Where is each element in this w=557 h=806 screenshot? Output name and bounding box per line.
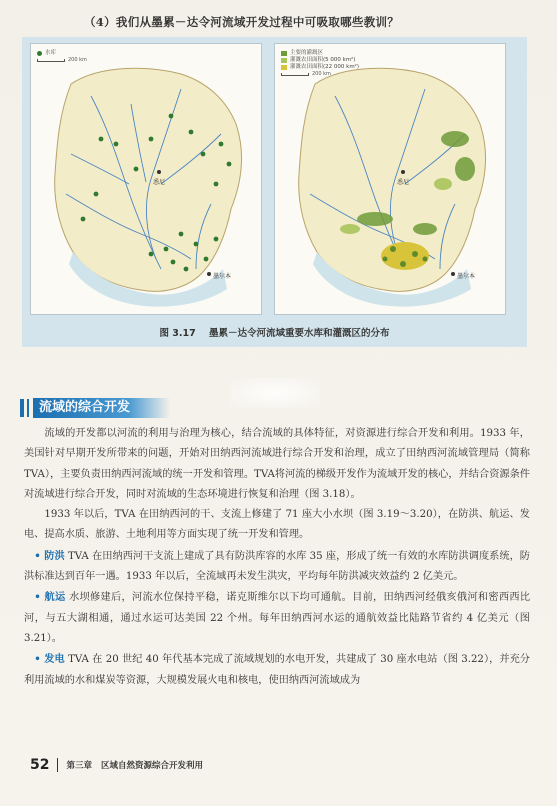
basin-map-right — [275, 44, 505, 314]
map-city2-label: 墨尔本 — [213, 273, 232, 280]
page-number: 52 — [30, 757, 50, 773]
figure-caption-text: 墨累－达令河流域重要水库和灌溉区的分布 — [209, 328, 390, 339]
paragraph: 1933 年以后，TVA 在田纳西河的干、支流上修建了 71 座大小水坝（图 3.19～3.20），在防洪、航运、发电、提高水质、旅游、土地利用等方面实现了统一开发和管理。 — [24, 509, 530, 541]
legend-item-irrigation-large — [281, 64, 359, 71]
scale-label: 200 km — [312, 71, 331, 77]
legend-label: 灌溉农田面积(5 000 km²) — [290, 57, 356, 63]
legend-label: 水库 — [45, 50, 57, 56]
reservoir-legend — [37, 50, 87, 64]
figure-caption — [22, 325, 527, 339]
paragraph-keyword: • 发电 — [34, 653, 65, 666]
heading-bar — [20, 399, 24, 417]
section-title: 流域的综合开发 — [33, 398, 170, 418]
chapter-number: 第三章 — [66, 761, 92, 771]
figure-panel — [22, 37, 527, 347]
paragraph-text: TVA 在 20 世纪 40 年代基本完成了流域规划的水电开发，共建成了 30 座水电站（图 3.22），并充分利用流域的水和煤炭等资源，大规模发展火电和核电，使田纳西河流域成为 — [24, 654, 530, 686]
legend-label: 主要的灌溉区 — [290, 50, 324, 56]
irrigation-map — [274, 43, 506, 315]
figure-number: 图 3.17 — [159, 328, 196, 339]
legend-item-reservoir — [37, 50, 87, 57]
paragraph: 流域的开发都以河流的利用与治理为核心，结合流域的具体特征，对资源进行综合开发和利用。1933 年，美国针对早期开发所带来的问题，开始对田纳西河流域进行综合开发和治理，成立了田纳西河流域管理局（简称TVA），主要负责田纳西河流域的统一开发和管理。TVA将河流的梯级开发作为流域开发的核心，并结合资源条件对流域进行综合开发，同时对流域的生态环境进行恢复和治理（图 3.18）。 — [24, 428, 530, 500]
scale-bar — [37, 57, 87, 64]
chapter-label — [66, 759, 203, 771]
legend-item-irrigation-small — [281, 57, 359, 64]
legend-label: 灌溉农田面积(22 000 km²) — [290, 64, 360, 70]
reservoir-dot-icon — [37, 51, 42, 56]
heading-bar — [27, 399, 29, 417]
irrigation-legend — [281, 50, 359, 78]
chapter-title: 区域自然资源综合开发利用 — [100, 761, 203, 771]
reservoir-map — [30, 43, 262, 315]
paragraph-text: 水坝修建后，河流水位保持平稳，诺克斯维尔以下均可通航。目前，田纳西河经俄亥俄河和密西西比河，与五大湖相通，通过水运可达美国 22 个州。每年田纳西河水运的通航效益比陆路节省约 4 亿美元（图 3.21）。 — [24, 592, 531, 644]
map-city-label: 悉尼 — [153, 179, 166, 186]
photo-glare — [230, 378, 320, 408]
map-city-label: 悉尼 — [397, 179, 410, 186]
paragraph-text: TVA 在田纳西河干支流上建成了具有防洪库容的水库 35 座，形成了统一有效的水库防洪调度系统，防洪标准达到百年一遇。1933 年以后，全流域再未发生洪灾，平均每年防洪减灾效益约 2 亿美元。 — [24, 550, 530, 583]
scale-label: 200 km — [68, 57, 87, 63]
question-text: （4）我们从墨累－达令河流域开发过程中可吸取哪些教训？ — [84, 15, 400, 29]
paragraph — [24, 649, 530, 691]
map-city2-label: 墨尔本 — [457, 273, 476, 280]
paragraph-keyword: • 航运 — [34, 591, 66, 604]
paragraph — [24, 546, 530, 588]
body-text — [24, 424, 530, 691]
swatch-icon — [281, 65, 287, 70]
footer-divider — [57, 758, 58, 772]
paragraph — [24, 587, 530, 649]
basin-map-left — [31, 44, 261, 314]
page-footer — [30, 757, 203, 773]
section-heading — [20, 398, 170, 418]
swatch-icon — [281, 58, 287, 63]
scale-bar — [281, 71, 359, 78]
swatch-icon — [281, 51, 287, 56]
paragraph-keyword: • 防洪 — [34, 549, 65, 562]
legend-item-irrigation-zone — [281, 50, 359, 57]
